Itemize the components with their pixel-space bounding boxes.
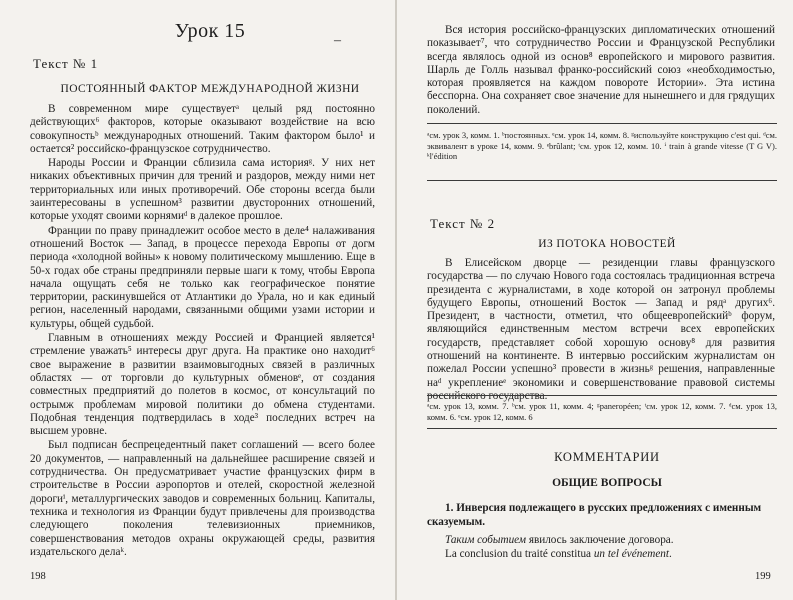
footnote-rule-1b [427, 180, 777, 181]
page-mark: – [334, 33, 341, 48]
paragraph: В современном мире существуетᵃ целый ряд постоянно действующих⁶ факторов, которые оказывают воздействие на всю совокупностьᵇ международных отношений. Таким фактором было¹ и остается² российско-французское сотрудничество. [30, 103, 375, 155]
right-page [397, 0, 793, 600]
paragraph: Франции по праву принадлежит особое место в деле⁴ налаживания отношений Восток — Запад, в процессе перехода Европы от догм периода «холодной войны» к новому политическому мышлению. Еще в 50-х годах обе страны предприняли первые шаги к тому, чтобы Европа начала ощущать себя не только как географическое понятие территории, раскинувшейся от Атлантики до Урала, но и как единый регион, населенный народами, связанными общими узами истории и культуры, общей судьбой. [30, 224, 375, 330]
comments-subtitle: ОБЩИЕ ВОПРОСЫ [552, 477, 662, 489]
page-number-left: 198 [30, 571, 46, 582]
text-label-1: Текст № 1 [33, 56, 99, 71]
footnotes-text-2: ᵃсм. урок 13, комм. 7. ᵇсм. урок 11, комм. 4; ᵍpaneropéen; ᵗсм. урок 12, комм. 7. ᵈсм. урок 13, комм. 6. ᵉсм. урок 12, комм. 6 [427, 401, 777, 422]
paragraph: В Елисейском дворце — резиденции главы французского государства — по случаю Нового года состоялась традиционная встреча президента с журналистами, в ходе которой он затронул проблемы будущего Европы, отношений Восток — Запад и рядᵃ других⁶. Президент, в частности, отметил, что общеевропейскийᵇ форум, являющийся единственным местом встречи всех европейских государств, представляет собой хорошую основу⁸ для развития отношений на континенте. В интервью российским журналистам он пожелал России успешно³ провести в жизньᵍ решения, направленные наᵈ укреплениеᵉ экономики и совершенствование правовой системы [427, 257, 775, 389]
text-2-body [427, 257, 775, 403]
example-russian-italic: Таким событием [445, 534, 527, 546]
example-french-start: La conclusion du traité constitua [445, 548, 594, 560]
footnote-rule-1 [427, 123, 777, 124]
example-russian-rest: явилось заключение договора. [526, 534, 674, 546]
comment-point-1: 1. Инверсия подлежащего в русских предложениях с именным сказуемым. [427, 502, 762, 528]
text-1-body [30, 103, 375, 560]
text-1-continuation [427, 24, 775, 117]
footnote-rule-2b [427, 428, 777, 429]
paragraph: Главным в отношениях между Россией и Францией является¹ стремление уважать⁵ интересы друг друга. На практике оно находит⁶ свое выражение в развитии взаимовыгодных связей в различных областях — от торговли до культурных обменовᵉ, от создания совместных предприятий до полетов в космос, от консультаций по острымж проблемам мировой политики до обмена студентами. Подобная тенденция подтвердилась в ходе³ последних встреч на высшем уровне. [30, 332, 375, 438]
left-page [0, 0, 396, 600]
page-number-right: 199 [755, 571, 771, 582]
paragraph: Был подписан беспрецедентный пакет соглашений — всего более 20 документов, — направленный на дальнейшее расширение связей и сотрудничества. Он предусматривает участие французских фирм в строительстве в России аэропортов и отелей, скоростной железной дорогиⁱ, металлургических заводов и современных больниц. Капиталы, техника и технология из Франции будут привлечены для производства следующего поколения телевизионных приемников, совершенствования методов охраны окружающей среды, развития издательского делаᵏ. [30, 439, 375, 558]
text-heading-2: ИЗ ПОТОКА НОВОСТЕЙ [538, 238, 676, 250]
example-french-end: . [669, 548, 672, 560]
comments-title: КОММЕНТАРИИ [554, 450, 660, 464]
footnotes-text-1: ᵃсм. урок 3, комм. 1. ᵇпостоянных. ᵉсм. урок 14, комм. 8. ᵍиспользуйте конструкцию c'est qui. ᵈсм. эквивалент в уроке 14, комм. 9. ᵉbrûlant; ᵗсм. урок 12, комм. 10. ⁱ train à grande vitesse (T G V). ᵏl'édition [427, 130, 777, 161]
footnote-rule-2 [427, 395, 777, 396]
example-russian [445, 534, 775, 548]
text-label-2: Текст № 2 [430, 216, 496, 231]
example-french [445, 548, 775, 562]
text-heading-1: ПОСТОЯННЫЙ ФАКТОР МЕЖДУНАРОДНОЙ ЖИЗНИ [60, 83, 360, 95]
example-french-italic: un tel événement [593, 548, 669, 560]
lesson-title: Урок 15 [174, 20, 246, 42]
paragraph: Народы России и Франции сблизила сама историяᵍ. У них нет никаких объективных причин для трений и раздоров, между ними нет территориальных или иных противоречий. Обе стороны всегда были заинтересованы в успешном³ развитии двусторонних отношений, которые уходят своими корнямиᵈ в далекое прошлое. [30, 157, 375, 223]
paragraph: Вся история российско-французских дипломатических отношений показывает⁷, что сотрудничество России и Французской Республики всегда являлось одной из основ⁸ европейского и мирового развития. Шарль де Голль называл франко-российский союз «необходимостью, которая проявляется на каждом повороте Истории». Эта истина бесспорна. Она сохраняет свое значение для нынешнего и для грядущих поколений. [427, 24, 775, 116]
